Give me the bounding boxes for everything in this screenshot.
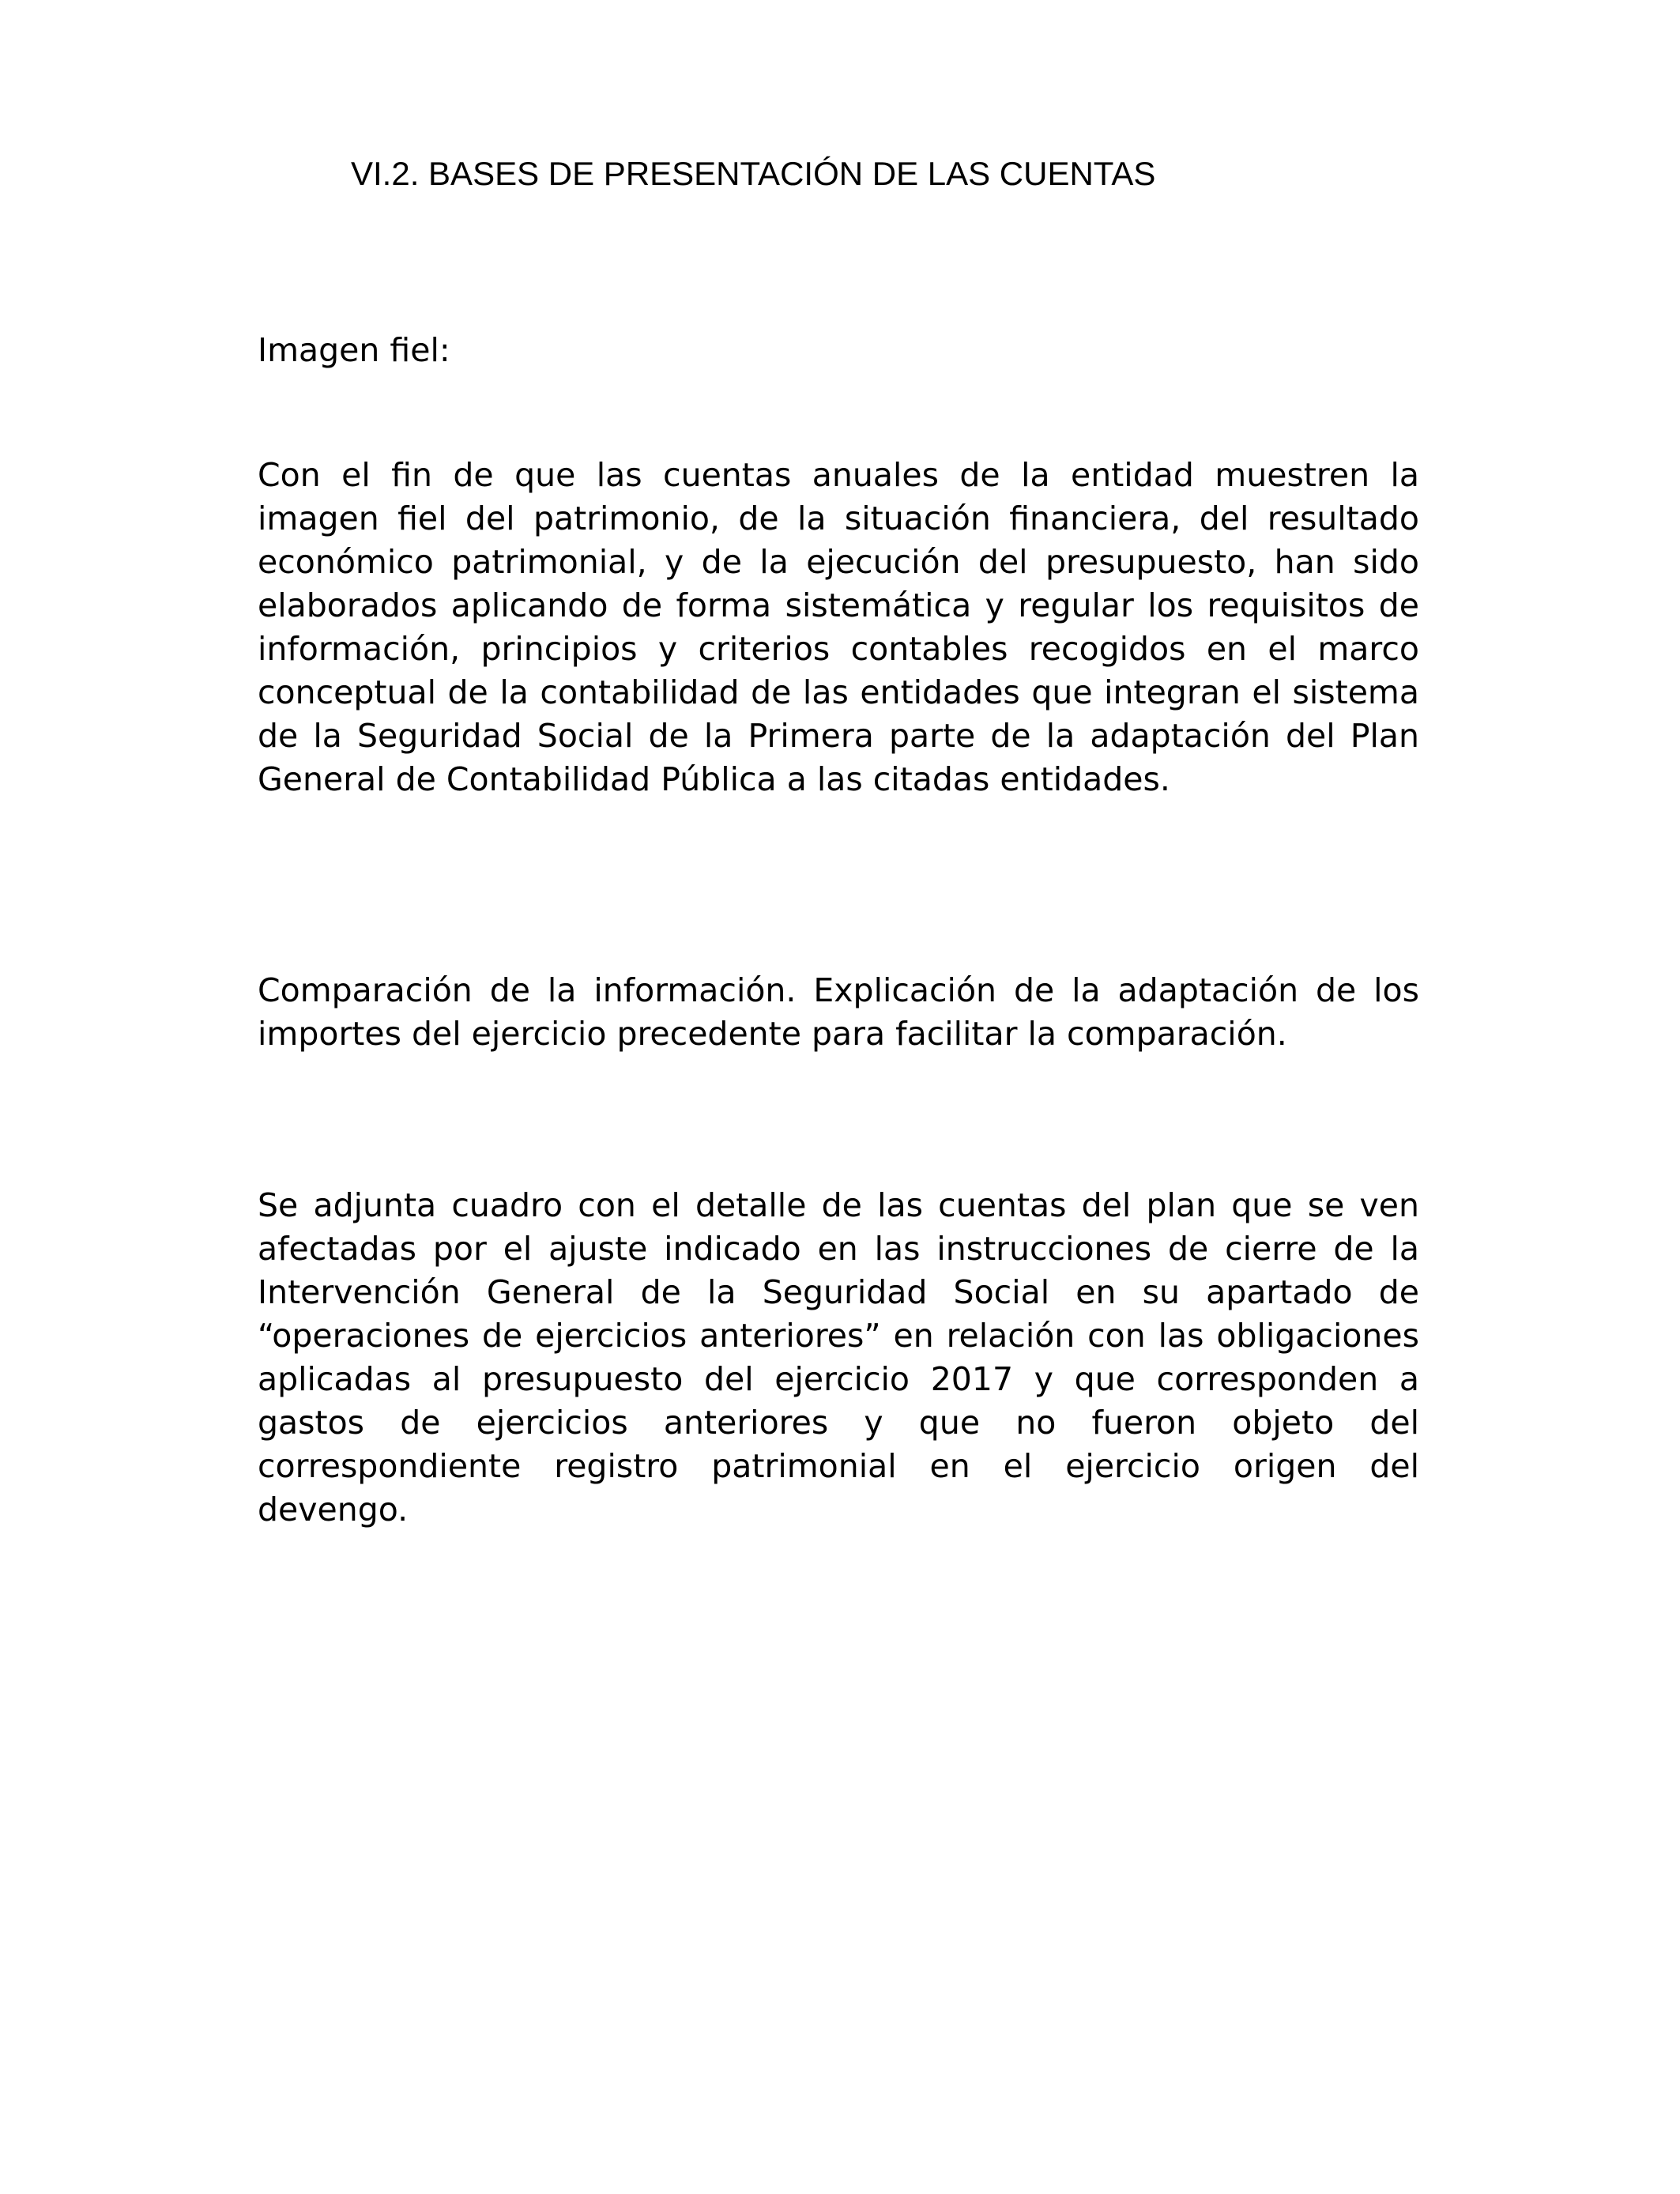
paragraph-imagen-fiel: Con el fin de que las cuentas anuales de la entidad muestren la imagen fiel del patrimonio, de la situación financiera, del resultado económico patrimonial, y de la ejecución del presupuesto, han sido elaborados aplicando de forma sistemática y regular los requisitos de información, principios y criterios contables recogidos en el marco conceptual de la contabilidad de las entidades que integran el sistema de la Seguridad Social de la Primera parte de la adaptación del Plan General de Contabilidad Pública a las citadas entidades. [258, 456, 1419, 798]
page-title: VI.2. BASES DE PRESENTACIÓN DE LAS CUENTAS [351, 155, 1156, 192]
section-heading-imagen-fiel: Imagen fiel: [258, 331, 450, 369]
section-heading-comparacion: Comparación de la información. Explicación de la adaptación de los importes del ejercicio precedente para facilitar la comparación. [258, 971, 1419, 1053]
paragraph-cuadro-adjunto: Se adjunta cuadro con el detalle de las cuentas del plan que se ven afectadas por el ajuste indicado en las instrucciones de cierre de la Intervención General de la Seguridad Social en su apartado de “operaciones de ejercicios anteriores” en relación con las obligaciones aplicadas al presupuesto del ejercicio 2017 y que corresponden a gastos de ejercicios anteriores y que no fueron objeto del correspondiente registro patrimonial en el ejercicio origen del devengo. [258, 1186, 1419, 1529]
